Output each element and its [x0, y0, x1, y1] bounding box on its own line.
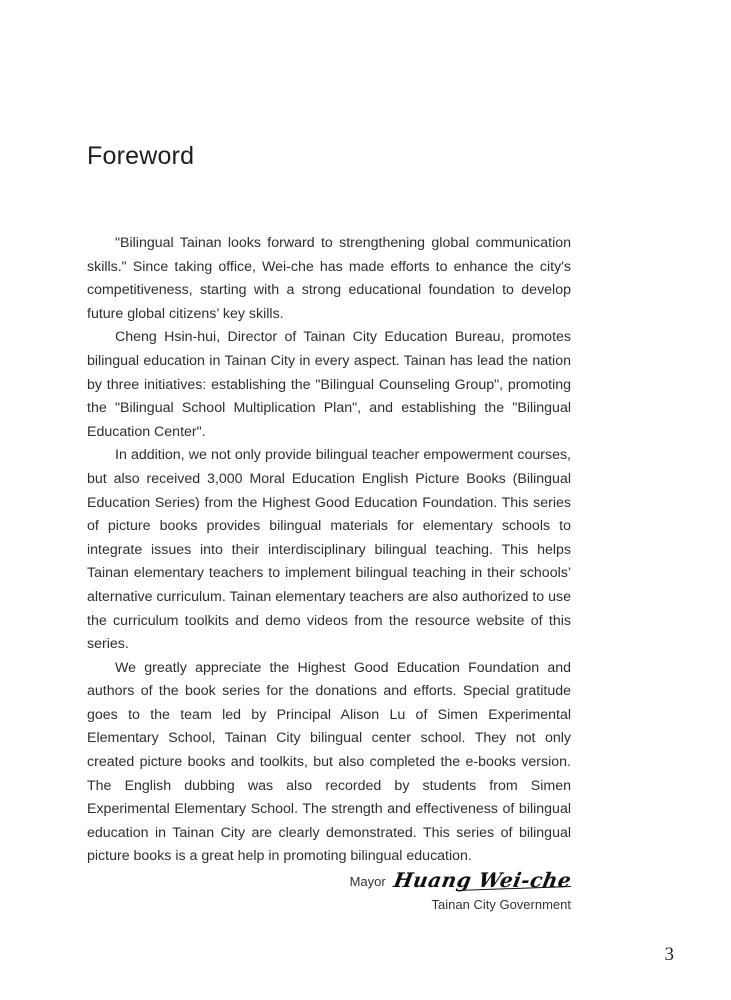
signatory-title: Mayor	[349, 874, 386, 889]
paragraph-3: In addition, we not only provide bilingual teacher empowerment courses, but also received 3,000 Moral Education English Picture Books (Bilingual Education Series) from the Highest Good Education Foundation. This series of picture books provides bilingual materials for elementary schools to integrate issues into their interdisciplinary bilingual teaching. This helps Tainan elementary teachers to implement bilingual teaching in their schools’ alternative curriculum. Tainan elementary teachers are also authorized to use the curriculum toolkits and demo videos from the resource website of this series.	[87, 447, 571, 653]
signature-line	[271, 868, 574, 892]
signatory-organization: Tainan City Government	[431, 897, 571, 912]
paragraph-2: Cheng Hsin-hui, Director of Tainan City Education Bureau, promotes bilingual education in Tainan City in every aspect. Tainan has lead the nation by three initiatives: establishing the "Bilingual Counseling Group", promoting the "Bilingual School Multiplication Plan", and establishing the "Bilingual Education Center".	[87, 329, 571, 440]
handwritten-signature	[391, 868, 574, 892]
signature-block	[271, 868, 574, 912]
foreword-body	[87, 232, 571, 869]
paragraph-1: "Bilingual Tainan looks forward to strengthening global communication skills." Since taking office, Wei-che has made efforts to enhance the city's competitiveness, starting with a strong educational foundation to develop future global citizens’ key skills.	[87, 235, 571, 322]
paragraph-4: We greatly appreciate the Highest Good Education Foundation and authors of the book series for the donations and efforts. Special gratitude goes to the team led by Principal Alison Lu of Simen Experimental Elementary School, Tainan City bilingual center school. They not only created picture books and toolkits, but also completed the e-books version. The English dubbing was also recorded by students from Simen Experimental Elementary School. The strength and effectiveness of bilingual education in Tainan City are clearly demonstrated. This series of bilingual picture books is a great help in promoting bilingual education.	[87, 659, 571, 865]
page-title: Foreword	[87, 142, 195, 170]
page-number: 3	[664, 944, 674, 965]
signatory-name: Huang Wei-che	[391, 868, 574, 892]
